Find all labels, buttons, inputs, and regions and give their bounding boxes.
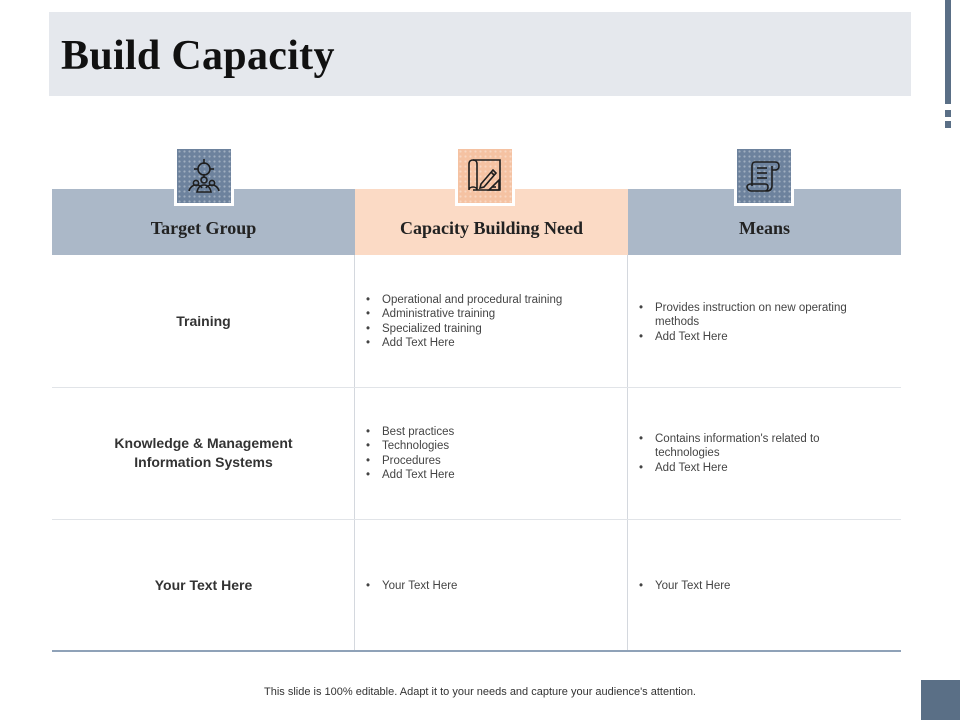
needs-list: [362, 293, 622, 350]
list-item: • Your Text Here: [362, 579, 622, 593]
list-item: • Provides instruction on new operating methods: [635, 301, 875, 330]
row-divider: [52, 519, 901, 520]
table-bottom-border: [52, 650, 901, 652]
list-item: • Add Text Here: [362, 468, 622, 482]
right-accent-bar: [945, 0, 951, 104]
title-bar: [49, 12, 911, 96]
list-item: • Operational and procedural training: [362, 293, 622, 307]
header-means: Means: [628, 189, 901, 255]
scroll-icon: [734, 146, 794, 206]
column-divider: [627, 255, 628, 650]
row-label-knowledge-management: Knowledge & Management Information Systems: [114, 435, 293, 470]
corner-accent: [921, 680, 960, 720]
list-item: • Your Text Here: [635, 579, 875, 593]
row-label-training: Training: [176, 313, 231, 329]
means-list: [635, 301, 875, 344]
slide-title: Build Capacity: [61, 33, 335, 79]
right-accent-mark: [945, 121, 951, 128]
list-item: • Procedures: [362, 454, 622, 468]
needs-list: [362, 579, 622, 593]
list-item: • Add Text Here: [635, 461, 875, 475]
blueprint-icon: [455, 146, 515, 206]
footer-note: This slide is 100% editable. Adapt it to your needs and capture your audience's attention.: [264, 686, 696, 698]
target-group-icon: [174, 146, 234, 206]
row-divider: [52, 387, 901, 388]
needs-list: [362, 425, 622, 482]
list-item: • Best practices: [362, 425, 622, 439]
row-label-your-text: Your Text Here: [154, 577, 253, 593]
right-accent-mark: [945, 110, 951, 117]
header-target-group: Target Group: [52, 189, 355, 255]
list-item: • Add Text Here: [635, 330, 875, 344]
list-item: • Specialized training: [362, 322, 622, 336]
means-list: [635, 432, 875, 475]
list-item: • Add Text Here: [362, 336, 622, 350]
list-item: • Contains information's related to technologies: [635, 432, 875, 461]
header-capacity-building-need: Capacity Building Need: [355, 189, 628, 255]
list-item: • Technologies: [362, 439, 622, 453]
list-item: • Administrative training: [362, 307, 622, 321]
means-list: [635, 579, 875, 593]
